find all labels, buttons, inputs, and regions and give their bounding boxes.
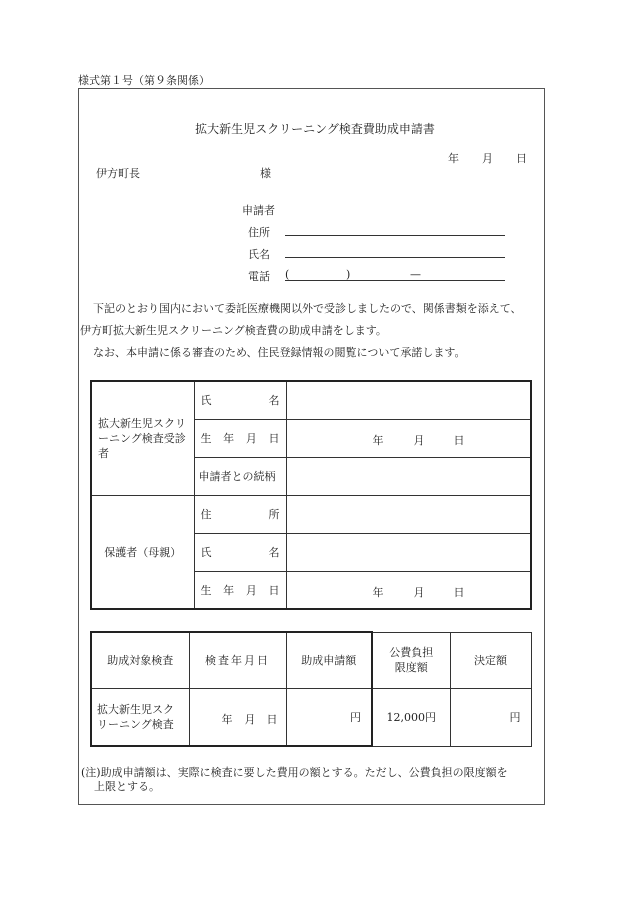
applicant-phone-field[interactable]	[285, 280, 505, 281]
examinee-birth-label: 生 年 月 日	[194, 419, 286, 457]
relation-field[interactable]	[286, 457, 531, 495]
date-year-label: 年	[448, 152, 459, 165]
header-limit: 公費負担限度額	[372, 632, 450, 688]
examinee-name-field[interactable]	[286, 381, 531, 419]
guardian-name-field[interactable]	[286, 533, 531, 571]
header-test: 助成対象検査	[91, 632, 189, 688]
guardian-name-label: 氏 名	[194, 533, 286, 571]
guardian-group-label: 保護者（母親）	[91, 495, 194, 609]
examinee-name-label: 氏 名	[194, 381, 286, 419]
body-line-1: 下記のとおり国内において委託医療機関以外で受診しましたので、関係書類を添えて、	[93, 302, 522, 315]
header-date: 検査年月日	[189, 632, 286, 688]
applicant-address-label: 住所	[248, 226, 270, 239]
phone-open-paren: (	[285, 268, 290, 281]
examinee-birth-field[interactable]: 年 月 日	[286, 419, 531, 457]
form-title: 拡大新生児スクリーニング検査費助成申請書	[195, 122, 435, 136]
row-limit: 12,000円	[372, 688, 450, 746]
phone-close-paren: )	[346, 268, 351, 281]
guardian-birth-field[interactable]: 年 月 日	[286, 571, 531, 609]
row-request-field[interactable]: 円	[286, 688, 372, 746]
examinee-guardian-table	[90, 380, 532, 610]
row-decision-field[interactable]: 円	[450, 688, 531, 746]
header-decision: 決定額	[450, 632, 531, 688]
header-request: 助成申請額	[286, 632, 372, 688]
body-line-3: なお、本申請に係る審査のため、住民登録情報の閲覧について承諾します。	[93, 346, 466, 359]
note-line-1: (注)助成申請額は、実際に検査に要した費用の額とする。ただし、公費負担の限度額を	[81, 766, 508, 779]
guardian-address-label: 住 所	[194, 495, 286, 533]
row-date-field[interactable]: 年 月 日	[189, 688, 286, 746]
guardian-address-field[interactable]	[286, 495, 531, 533]
relation-label: 申請者との続柄	[194, 457, 286, 495]
date-day-label: 日	[516, 152, 527, 165]
examinee-group-label: 拡大新生児スクリーニング検査受診者	[91, 381, 194, 495]
phone-dash: —	[410, 268, 421, 281]
date-month-label: 月	[482, 152, 493, 165]
applicant-name-field[interactable]	[285, 257, 505, 258]
body-line-2: 伊方町拡大新生児スクリーニング検査費の助成申請をします。	[80, 324, 387, 337]
addressee-name: 伊方町長	[96, 167, 140, 180]
guardian-birth-label: 生 年 月 日	[194, 571, 286, 609]
form-number: 様式第１号（第９条関係）	[78, 74, 210, 87]
applicant-label: 申請者	[242, 204, 275, 217]
subsidy-table	[90, 631, 532, 747]
addressee-honorific: 様	[260, 167, 271, 180]
applicant-address-field[interactable]	[285, 235, 505, 236]
applicant-name-label: 氏名	[248, 248, 270, 261]
applicant-phone-label: 電話	[248, 270, 270, 283]
note-line-2: 上限とする。	[94, 780, 160, 793]
row-test: 拡大新生児スクリーニング検査	[91, 688, 189, 746]
